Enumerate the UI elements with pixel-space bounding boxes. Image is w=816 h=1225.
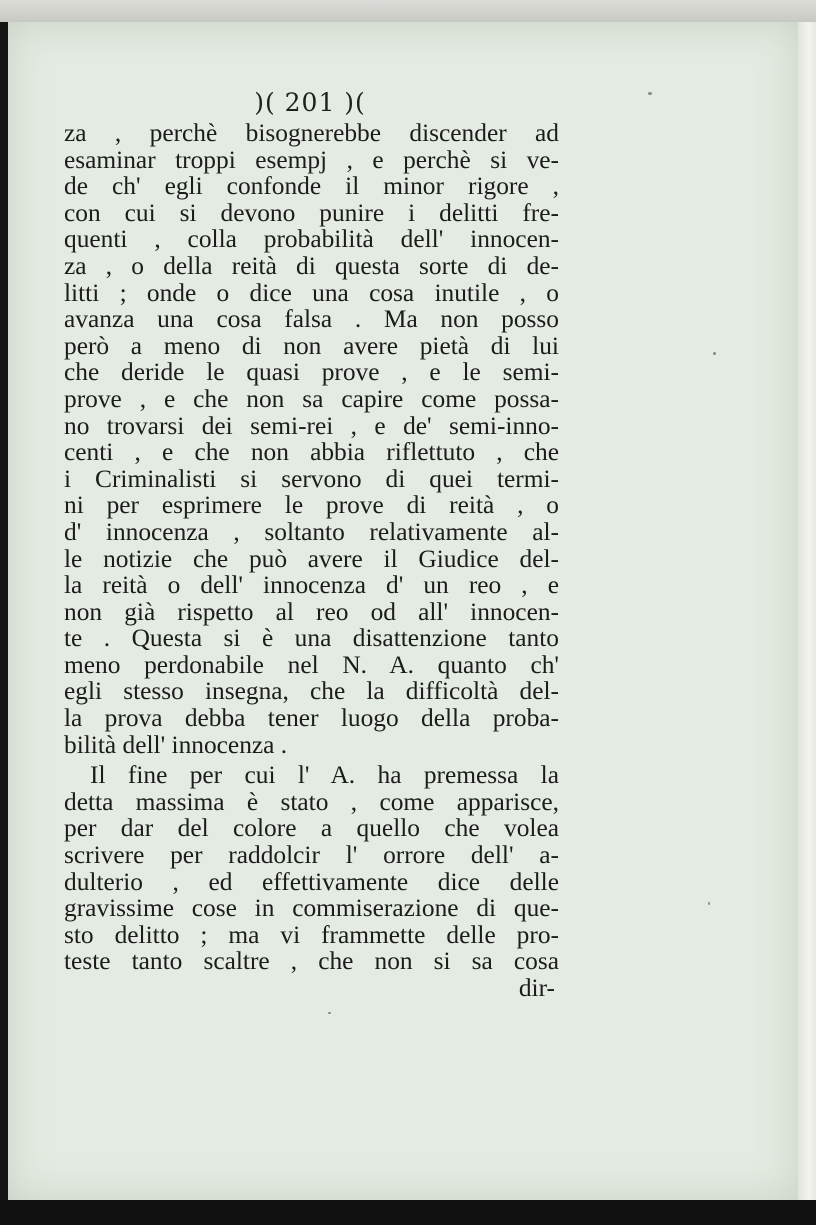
body-text [64,120,559,1002]
text-line: detta massima è stato , come apparisce, [64,787,559,816]
text-line: esaminar troppi esempj , e perchè si ve- [64,145,559,174]
paper-speck [708,902,710,905]
text-line: meno perdonabile nel N. A. quanto ch' [64,650,559,679]
text-line: scrivere per raddolcir l' orrore dell' a- [64,841,559,870]
text-line: gravissime cose in commiserazione di que- [64,894,559,923]
text-line: bilità dell' innocenza . [64,730,288,759]
text-line: però a meno di non avere pietà di lui [64,331,559,360]
text-line: avanza una cosa falsa . Ma non posso [64,305,559,334]
text-line: i Criminalisti si servono di quei termi- [64,464,559,493]
text-line: d' innocenza , soltanto relativamente al- [64,517,559,546]
text-line: de ch' egli confonde il minor rigore , [64,172,559,201]
catchword: dir- [518,974,555,1002]
text-line: za , o della reità di questa sorte di de- [64,251,559,280]
text-line: le notizie che può avere il Giudice del- [64,544,559,573]
text-line: la reità o dell' innocenza d' un reo , e [64,571,559,600]
page-header-number: )( 201 )( [254,88,366,117]
text-line: ni per esprimere le prove di reità , o [64,491,559,520]
text-line: la prova debba tener luogo della proba- [64,704,559,733]
text-line: te . Questa si è una disattenzione tanto [64,624,559,653]
page-right-edge [798,22,816,1202]
paper-speck [648,92,652,95]
text-line: sto delitto ; ma vi frammette delle pro- [64,920,559,949]
page-top-edge [0,0,816,22]
text-line: litti ; onde o dice una cosa inutile , o [64,278,559,307]
text-line: per dar del colore a quello che volea [64,814,559,843]
text-line: dulterio , ed effettivamente dice delle [64,867,559,896]
text-line: teste tanto scaltre , che non si sa cosa [64,947,559,976]
text-line: egli stesso insegna, che la difficoltà del- [64,677,559,706]
text-line: za , perchè bisognerebbe discender ad [64,119,559,147]
text-line: no trovarsi dei semi-rei , e de' semi-inno- [64,411,559,440]
text-line: con cui si devono punire i delitti fre- [64,198,559,227]
page-bottom-edge [0,1200,816,1225]
paper-speck [713,352,716,355]
text-line: quenti , colla probabilità dell' innocen- [64,225,559,254]
text-line: centi , e che non abbia riflettuto , che [64,438,559,467]
text-line: che deride le quasi prove , e le semi- [64,358,559,387]
text-line: Il fine per cui l' A. ha premessa la [90,761,559,790]
text-line: prove , e che non sa capire come possa- [64,384,559,413]
text-line: non già rispetto al reo od all' innocen- [64,597,559,626]
paper-speck [328,1012,331,1014]
